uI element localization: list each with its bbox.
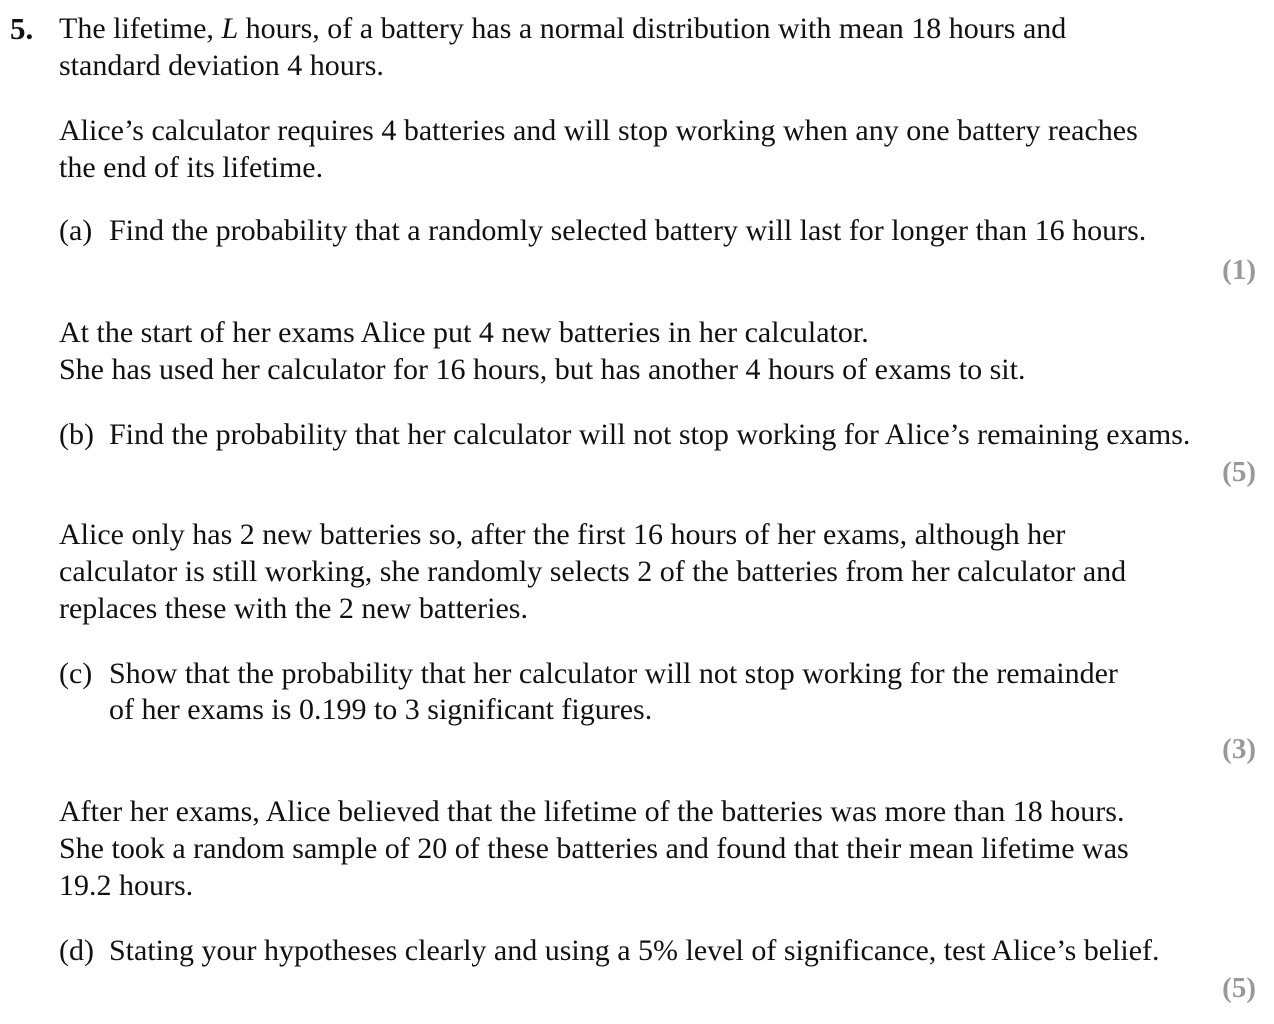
- part-d-label: (d): [59, 934, 94, 967]
- context-d-paragraph: After her exams, Alice believed that the lifetime of the batteries was more than 18 hours. She took a random sample of 20 of these batteries and found that their mean lifetime was 19.2 hours.: [59, 795, 1129, 902]
- part-c-text-line-1: Show that the probability that her calculator will not stop working for the remainder: [109, 657, 1118, 690]
- part-a-marks: (1): [1222, 254, 1256, 286]
- part-d-marks: (5): [1222, 972, 1256, 1004]
- part-c-text-line-2: of her exams is 0.199 to 3 significant figures.: [109, 693, 653, 726]
- intro-line-2: standard deviation 4 hours.: [59, 49, 384, 82]
- variable-L: L: [221, 12, 239, 45]
- part-a-label: (a): [59, 214, 93, 247]
- part-b-marks: (5): [1222, 456, 1256, 488]
- part-b-label: (b): [59, 418, 94, 451]
- intro-paragraph: [59, 10, 1066, 84]
- part-c-marks: (3): [1222, 733, 1256, 765]
- intro-line-1: The lifetime, L hours, of a battery has a normal distribution with mean 18 hours and: [59, 12, 1067, 45]
- context-b-paragraph: At the start of her exams Alice put 4 new batteries in her calculator. She has used her calculator for 16 hours, but has another 4 hours of exams to sit.: [59, 316, 1026, 386]
- part-d-text: Stating your hypotheses clearly and using a 5% level of significance, test Alice’s belief.: [109, 934, 1160, 967]
- setup-paragraph: Alice’s calculator requires 4 batteries and will stop working when any one battery reaches the end of its lifetime.: [59, 114, 1138, 184]
- part-a-text: Find the probability that a randomly selected battery will last for longer than 16 hours.: [109, 214, 1147, 247]
- part-b-text: Find the probability that her calculator will not stop working for Alice’s remaining exams.: [109, 418, 1191, 451]
- question-number: 5.: [10, 11, 34, 46]
- part-c-label: (c): [59, 657, 93, 690]
- context-c-paragraph: Alice only has 2 new batteries so, after the first 16 hours of her exams, although her calculator is still working, she randomly selects 2 of the batteries from her calculator and replaces these with the 2 new batteries.: [59, 518, 1127, 625]
